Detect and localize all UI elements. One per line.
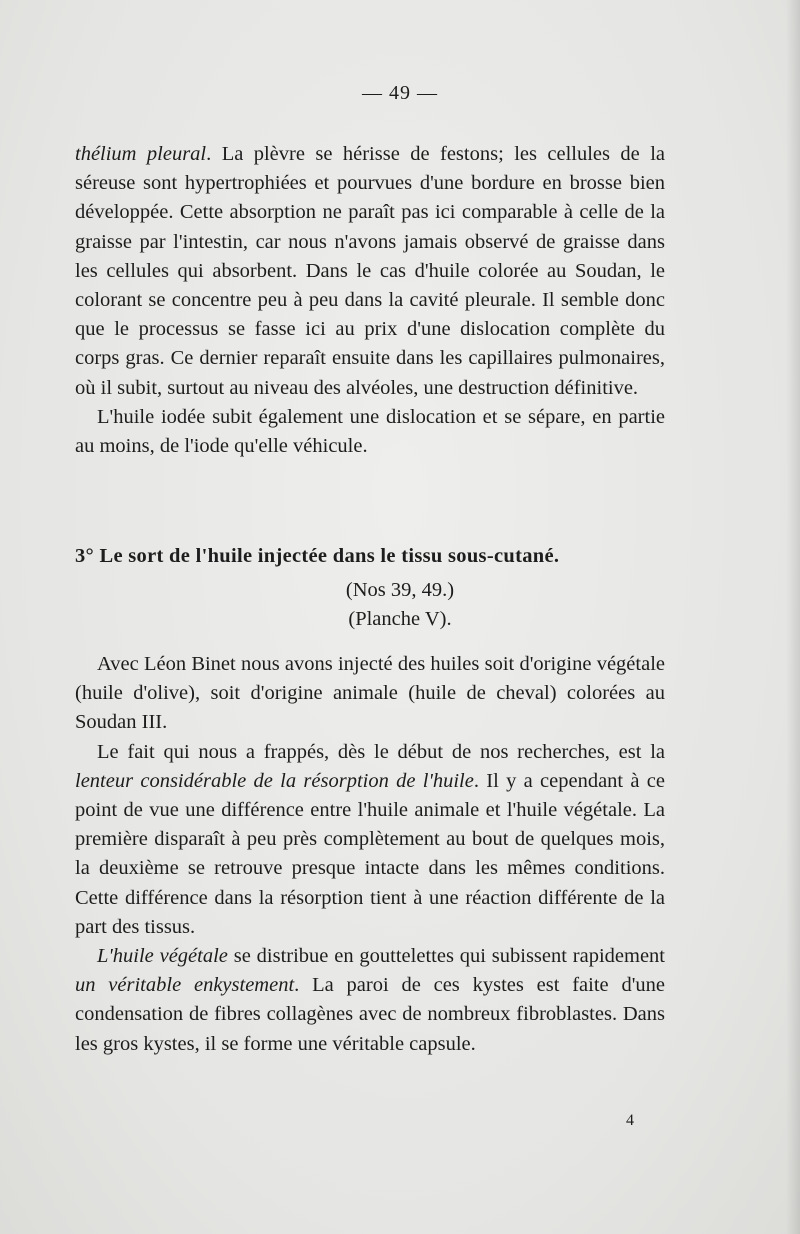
paragraph-vegetable-oil: L'huile végétale se distribue en gouttelettes qui subissent rapidement un véritable enkystement. La paroi de ces kystes est faite d'une condensation de fibres collagènes avec de nombreux fibroblastes. Dans les gros kystes, il se forme une véritable capsule. bbox=[75, 945, 666, 1055]
section-heading: 3° Le sort de l'huile injectée dans le tissu sous-cutané. bbox=[75, 545, 560, 567]
text-block-bottom bbox=[75, 650, 665, 1059]
paragraph-iodine-oil: L'huile iodée subit également une dislocation et se sépare, en partie au moins, de l'iode qu'elle véhicule. bbox=[75, 405, 665, 458]
page-number: — 49 — bbox=[362, 82, 438, 104]
signature-mark: 4 bbox=[626, 1112, 634, 1129]
italic-term: thélium pleural bbox=[75, 143, 207, 165]
paragraph-binet: Avec Léon Binet nous avons injecté des huiles soit d'origine végétale (huile d'olive), soit d'origine animale (huile de cheval) colorées au Soudan III. bbox=[75, 653, 665, 734]
text-block-top bbox=[75, 140, 665, 461]
italic-term: L'huile végétale bbox=[97, 945, 228, 968]
reference-numbers: (Nos 39, 49.) bbox=[345, 579, 455, 601]
paragraph-resorption: Le fait qui nous a frappés, dès le début de nos recherches, est la lenteur considérable de la résorption de l'huile. Il y a cependant à ce point de vue une différence entre l'huile animale et l'huile végétale. La première disparaît à peu près complètement au bout de quelques mois, la deuxième se retrouve presque intacte dans les mêmes conditions. Cette différence dans la résorption tient à une réaction différente de la part des tissus. bbox=[75, 740, 665, 938]
reference-plate: (Planche V). bbox=[348, 608, 452, 630]
italic-term: lenteur considérable de la résorption de l'huile bbox=[75, 769, 474, 792]
italic-term: un véritable enkystement bbox=[75, 974, 295, 997]
paragraph-pleural: thélium pleural. La plèvre se hérisse de festons; les cellules de la séreuse sont hypertrophiées et pourvues d'une bordure en brosse bien développée. Cette absorption ne paraît pas ici comparable à celle de la graisse par l'intestin, car nous n'avons jamais observé de graisse dans les cellules qui absorbent. Dans le cas d'huile colorée au Soudan, le colorant se concentre peu à peu dans la cavité pleurale. Il semble donc que le processus se fasse ici au prix d'une dislocation complète du corps gras. Ce dernier reparaît ensuite dans les capillaires pulmonaires, où il subit, surtout au niveau des alvéoles, une destruction définitive. bbox=[75, 143, 665, 399]
